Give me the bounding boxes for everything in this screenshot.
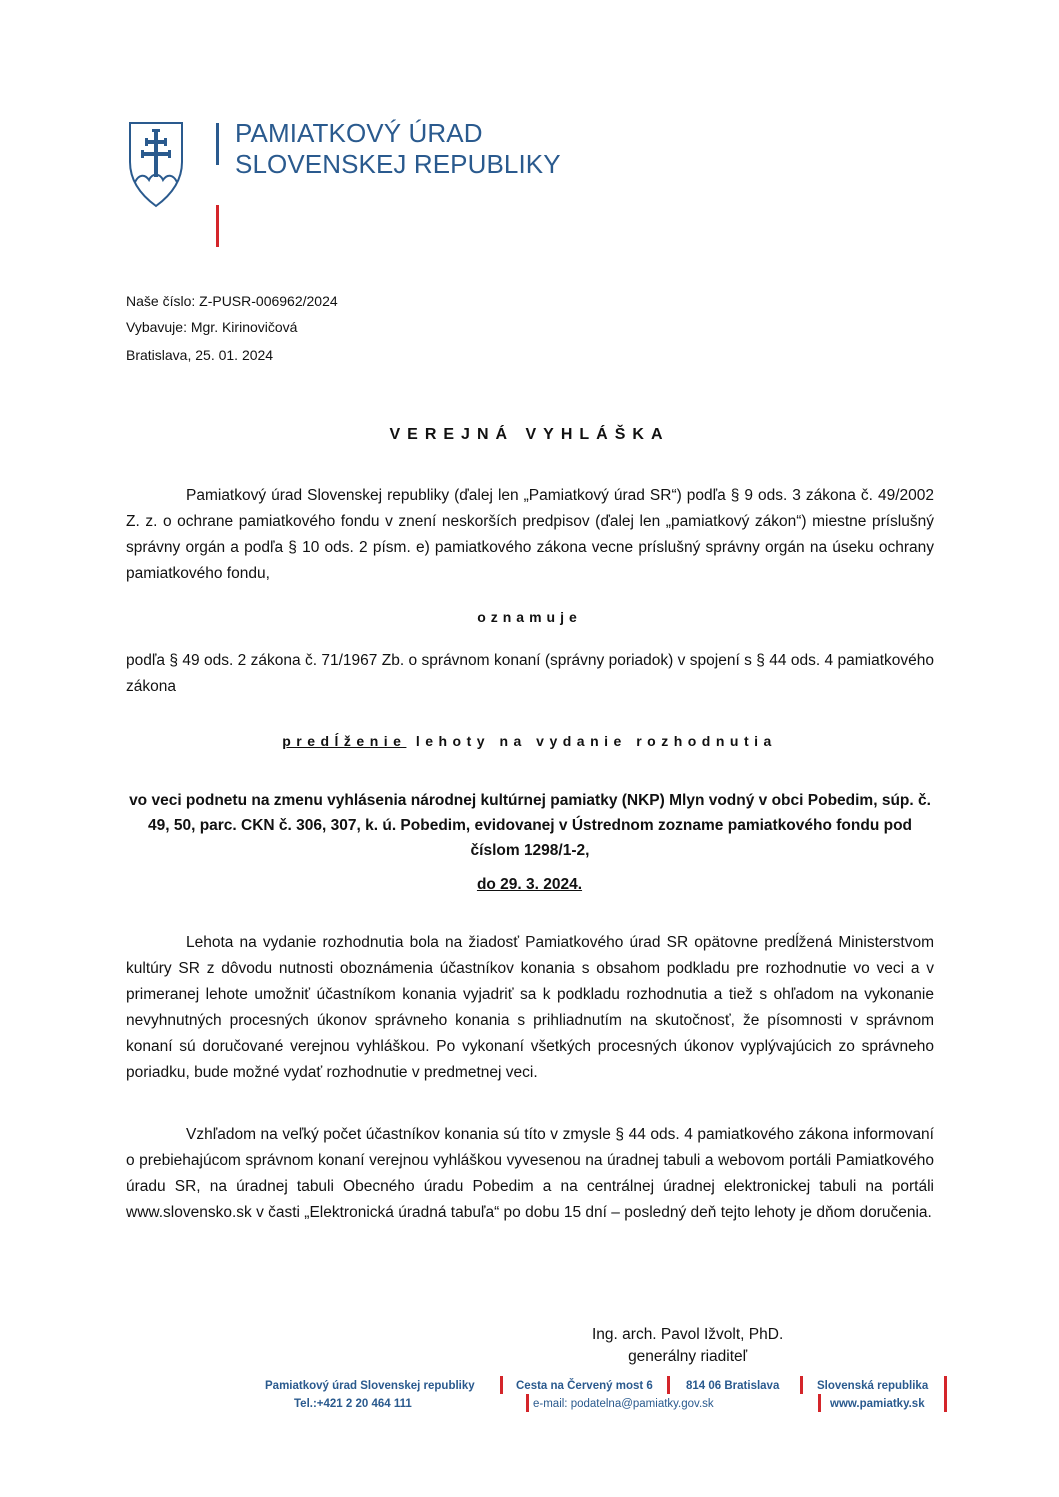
body-paragraph-1: Lehota na vydanie rozhodnutia bola na žiadosť Pamiatkového úrad SR opätovne predĺžená Ministerstvom kultúry SR z dôvodu nutnosti oboznámenia účastníkov konania s obsahom podkladu pre rozhodnutie vo veci a v primeranej lehote umožniť účastníkom konania vyjadriť sa k podkladu rozhodnutia a tiež s ohľadom na vykonanie nevyhnutných procesných úkonov správneho konania s prihliadnutím na skutočnosť, že písomnosti v správnom konaní sú doručované verejnou vyhláškou. Po vykonaní všetkých procesných úkonov vyplývajúcich zo správneho poriadku, bude možné vydať rozhodnutie v predmetnej veci. <box>126 934 934 1081</box>
reference-number: Naše číslo: Z-PUSR-006962/2024 <box>126 293 338 309</box>
logo-divider <box>216 123 219 247</box>
signatory-name: Ing. arch. Pavol Ižvolt, PhD. <box>592 1326 784 1343</box>
footer-org: Pamiatkový úrad Slovenskej republiky <box>265 1380 475 1392</box>
deadline: do 29. 3. 2024. <box>476 876 583 893</box>
footer-separator <box>500 1376 503 1394</box>
footer-separator <box>800 1376 803 1394</box>
body-paragraph-2: Vzhľadom na veľký počet účastníkov konania sú títo v zmysle § 44 ods. 4 pamiatkového zákona informovaní o prebiehajúcom správnom konaní verejnou vyhláškou vyvesenou na úradnej tabuli a webovom portáli Pamiatkového úradu SR, na úradnej tabuli Obecného úradu Pobedim a na centrálnej úradnej elektronickej tabuli na portáli www.slovensko.sk v časti „Elektronická úradná tabuľa“ po dobu 15 dní – posledný deň tejto lehoty je dňom doručenia. <box>126 1126 934 1221</box>
signatory-role: generálny riaditeľ <box>628 1348 748 1365</box>
announces-heading: oznamuje <box>477 609 582 625</box>
extension-heading-rest: lehoty na vydanie rozhodnutia <box>415 733 777 749</box>
legal-basis-paragraph: podľa § 49 ods. 2 zákona č. 71/1967 Zb. o správnom konaní (správny poriadok) v spojení s § 44 ods. 4 pamiatkového zákona <box>126 652 934 695</box>
footer-separator <box>818 1394 821 1412</box>
subject-paragraph: vo veci podnetu na zmenu vyhlásenia národnej kultúrnej pamiatky (NKP) Mlyn vodný v obci Pobedim, súp. č. 49, 50, parc. CKN č. 306, 307, k. ú. Pobedim, evidovanej v Ústrednom zozname pamiatkového fondu pod číslom 1298/1-2, <box>129 792 931 859</box>
footer-separator <box>667 1376 670 1394</box>
footer-street: Cesta na Červený most 6 <box>516 1380 653 1392</box>
handled-by: Vybavuje: Mgr. Kirinovičová <box>126 319 298 335</box>
footer-separator <box>526 1394 529 1412</box>
extension-heading <box>0 733 1059 749</box>
footer-city: 814 06 Bratislava <box>686 1380 780 1392</box>
coat-of-arms-icon <box>127 120 185 208</box>
organization-name <box>235 118 561 180</box>
document-title: VEREJNÁ VYHLÁŠKA <box>389 426 670 443</box>
footer-web: www.pamiatky.sk <box>830 1398 925 1410</box>
organization-name-line2: SLOVENSKEJ REPUBLIKY <box>235 149 561 179</box>
intro-paragraph: Pamiatkový úrad Slovenskej republiky (ďalej len „Pamiatkový úrad SR“) podľa § 9 ods. 3 zákona č. 49/2002 Z. z. o ochrane pamiatkového fondu v znení neskorších predpisov (ďalej len „pamiatkový zákon“) miestne príslušný správny orgán a podľa § 10 ods. 2 písm. e) pamiatkového zákona vecne príslušný správny orgán na úseku ochrany pamiatkového fondu, <box>126 487 934 582</box>
footer-country: Slovenská republika <box>817 1380 929 1392</box>
extension-heading-underlined: predĺženie <box>282 733 407 749</box>
organization-name-line1: PAMIATKOVÝ ÚRAD <box>235 118 483 148</box>
signature-block <box>592 1324 783 1368</box>
place-date: Bratislava, 25. 01. 2024 <box>126 347 274 363</box>
footer-separator <box>944 1376 947 1412</box>
footer-email: e-mail: podatelna@pamiatky.gov.sk <box>533 1398 714 1410</box>
footer-phone: Tel.:+421 2 20 464 111 <box>294 1398 412 1410</box>
